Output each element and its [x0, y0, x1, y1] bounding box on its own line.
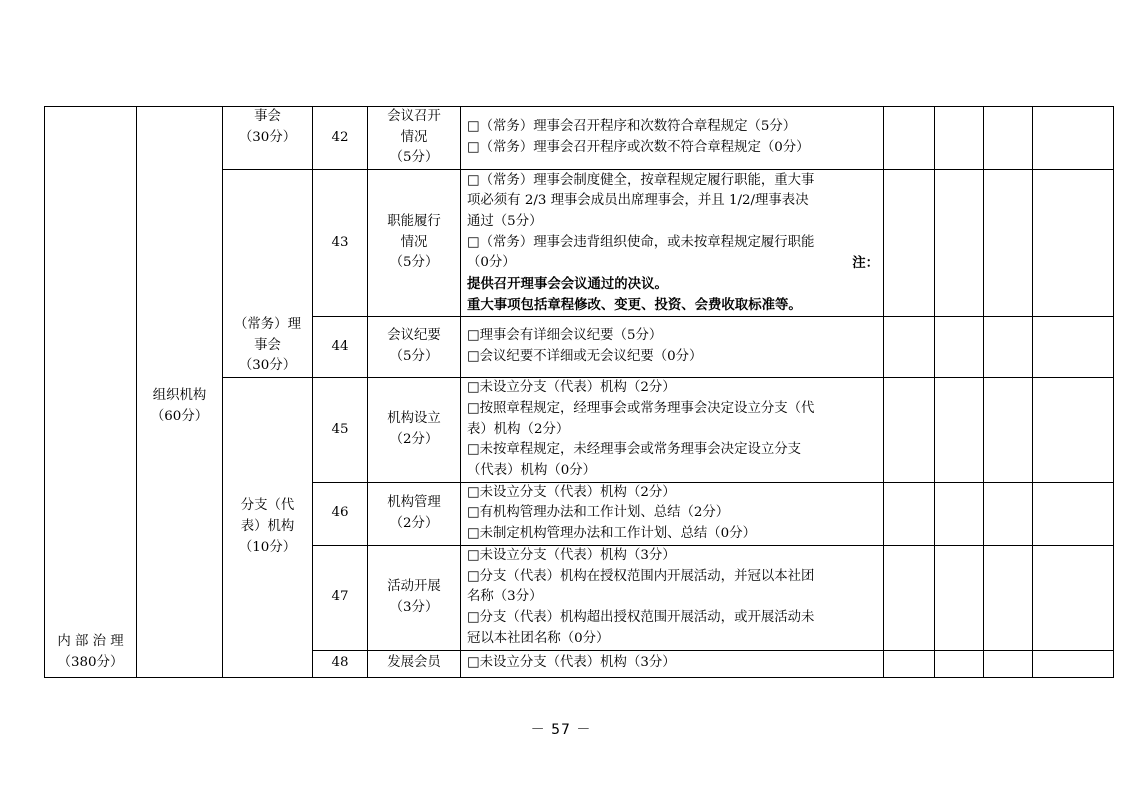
score-cell [884, 482, 935, 545]
item-number: 42 [313, 107, 368, 170]
scoring-criteria: □（常务）理事会制度健全，按章程规定履行职能，重大事 项必须有 2/3 理事会成员出席理事会，并且 1/2/理事表决 通过（5分） □（常务）理事会违背组织使命，或未按章程规定履行职能 （0分） 注： 提供召开理事会会议通过的决议。 重大事项包括章程修改、变更、投资、会费收取标准等。 [461, 170, 884, 317]
score-cell [984, 170, 1033, 317]
evaluation-table [44, 106, 1114, 678]
scoring-criteria: □理事会有详细会议纪要（5分） □会议纪要不详细或无会议纪要（0分） [461, 317, 884, 378]
category-organization: 组织机构 （60分） [137, 107, 223, 678]
remarks-cell [1033, 317, 1114, 378]
section-branch: 分支（代 表）机构 （10分） [223, 378, 313, 678]
item-name: 职能履行 情况 （5分） [368, 170, 461, 317]
score-cell [935, 545, 984, 650]
score-cell [935, 378, 984, 483]
score-cell [984, 317, 1033, 378]
remarks-cell [1033, 482, 1114, 545]
score-cell [884, 650, 935, 677]
score-cell [935, 170, 984, 317]
score-cell [935, 107, 984, 170]
remarks-cell [1033, 545, 1114, 650]
remarks-cell [1033, 170, 1114, 317]
item-number: 46 [313, 482, 368, 545]
score-cell [884, 107, 935, 170]
score-cell [984, 482, 1033, 545]
item-name: 活动开展 （3分） [368, 545, 461, 650]
item-name: 机构管理 （2分） [368, 482, 461, 545]
score-cell [884, 317, 935, 378]
score-cell [884, 170, 935, 317]
item-number: 45 [313, 378, 368, 483]
remarks-cell [1033, 650, 1114, 677]
score-cell [935, 650, 984, 677]
item-name: 会议纪要 （5分） [368, 317, 461, 378]
category-internal-governance: 内 部 治 理 （380分） [45, 107, 137, 678]
scoring-criteria: □未设立分支（代表）机构（3分） [461, 650, 884, 677]
note-label: 注： [852, 255, 879, 272]
scoring-criteria: □未设立分支（代表）机构（3分） □分支（代表）机构在授权范围内开展活动，并冠以本社团 名称（3分） □分支（代表）机构超出授权范围开展活动，或开展活动未 冠以本社团名称（0分） [461, 545, 884, 650]
section-council-continued: 事会 （30分） [223, 107, 313, 170]
section-council: （常务）理 事会 （30分） [223, 170, 313, 378]
note-text: 重大事项包括章程修改、变更、投资、会费收取标准等。 [467, 296, 802, 313]
item-number: 47 [313, 545, 368, 650]
scoring-criteria: □未设立分支（代表）机构（2分） □有机构管理办法和工作计划、总结（2分） □未制定机构管理办法和工作计划、总结（0分） [461, 482, 884, 545]
item-number: 44 [313, 317, 368, 378]
scoring-criteria: □未设立分支（代表）机构（2分） □按照章程规定，经理事会或常务理事会决定设立分支（代 表）机构（2分） □未按章程规定，未经理事会或常务理事会决定设立分支 （代表）机构（0分） [461, 378, 884, 483]
score-cell [884, 545, 935, 650]
score-cell [984, 545, 1033, 650]
item-name: 会议召开 情况 （5分） [368, 107, 461, 170]
scoring-criteria: □（常务）理事会召开程序和次数符合章程规定（5分） □（常务）理事会召开程序或次数不符合章程规定（0分） [461, 107, 884, 170]
score-cell [884, 378, 935, 483]
item-name: 发展会员 [368, 650, 461, 677]
note-text: 提供召开理事会会议通过的决议。 [467, 276, 668, 293]
item-name: 机构设立 （2分） [368, 378, 461, 483]
remarks-cell [1033, 378, 1114, 483]
score-cell [984, 650, 1033, 677]
score-cell [935, 317, 984, 378]
score-cell [935, 482, 984, 545]
score-cell [984, 378, 1033, 483]
remarks-cell [1033, 107, 1114, 170]
item-number: 43 [313, 170, 368, 317]
table-row [45, 107, 1114, 170]
score-cell [984, 107, 1033, 170]
page-number: － 57 － [530, 722, 592, 738]
item-number: 48 [313, 650, 368, 677]
